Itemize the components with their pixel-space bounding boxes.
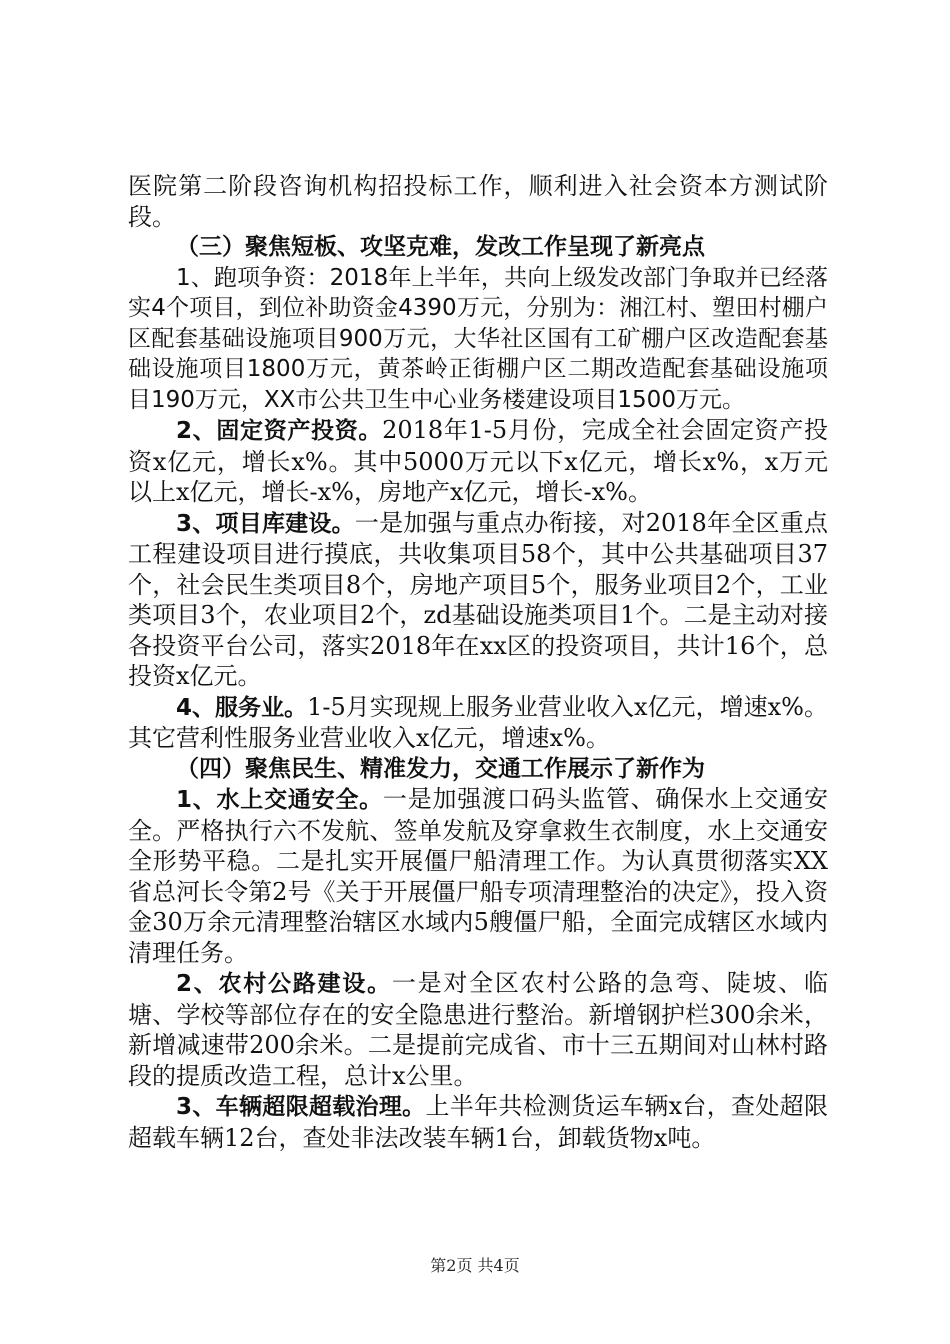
paragraph-lead: 4、服务业。: [176, 694, 308, 721]
document-body: [128, 171, 828, 1153]
paragraph-project-library: [128, 508, 828, 692]
paragraph-services: [128, 692, 828, 754]
paragraph-text: 一是加强与重点办衔接，对2018年全区重点工程建设项目进行摸底，共收集项目58个，其中公共基础项目37个，社会民生类项目8个，房地产项目5个，服务业项目2个，工业类项目3个，农业项目2个，zd基础设施类项目1个。二是主动对接各投资平台公司，落实2018年在xx区的投资项目，共计16个，总投资x亿元。: [128, 508, 828, 690]
paragraph-text: 上半年共检测货运车辆x台，查处超限超载车辆12台，查处非法改装车辆1台，卸载货物x吨。: [128, 1092, 828, 1152]
paragraph-lead: 2、固定资产投资。: [176, 418, 383, 444]
paragraph-fixed-assets: [128, 415, 828, 508]
page-footer: 第2页 共4页: [430, 1256, 520, 1275]
paragraph-text: 2018年1-5月份，完成全社会固定资产投资x亿元，增长x%。其中5000万元以下x亿元，增长x%，x万元以上x亿元，增长-x%，房地产x亿元，增长-x%。: [128, 416, 828, 506]
paragraph-rural-roads: [128, 968, 828, 1091]
section-heading-4: （四）聚焦民生、精准发力，交通工作展示了新作为: [176, 755, 705, 782]
paragraph-continuation: 医院第二阶段咨询机构招投标工作，顺利进入社会资本方测试阶段。: [128, 172, 828, 231]
paragraph-lead: 3、项目库建设。: [176, 510, 355, 537]
paragraph-text: 一是对全区农村公路的急弯、陡坡、临塘、学校等部位存在的安全隐患进行整治。新增钢护栏300余米，新增减速带200余米。二是提前完成省、市十三五期间对山林村路段的提质改造工程，总计x公里。: [128, 969, 828, 1090]
paragraph-lead: 1、水上交通安全。: [176, 787, 383, 813]
paragraph-text: 一是加强渡口码头监管、确保水上交通安全。严格执行六不发航、签单发航及穿拿救生衣制度，水上交通安全形势平稳。二是扎实开展僵尸船清理工作。为认真贯彻落实XX省总河长令第2号《关于开展僵尸船专项清理整治的决定》，投入资金30万余元清理整治辖区水域内5艘僵尸船，全面完成辖区水域内清理任务。: [128, 785, 828, 967]
paragraph-text: 1-5月实现规上服务业营业收入x亿元，增速x%。其它营利性服务业营业收入x亿元，增速x%。: [128, 692, 828, 752]
paragraph-overload: [128, 1091, 828, 1153]
paragraph-lead: 3、车辆超限超载治理。: [176, 1094, 426, 1120]
paragraph-lead: 2、农村公路建设。: [176, 971, 392, 997]
section-heading-3: （三）聚焦短板、攻坚克难，发改工作呈现了新亮点: [176, 234, 705, 260]
paragraph-funding: 1、跑项争资：2018年上半年，共向上级发改部门争取并已经落实4个项目，到位补助资金4390万元，分别为：湘江村、塑田村棚户区配套基础设施项目900万元，大华社区国有工矿棚户区改造配套基础设施项目1800万元，黄茶岭正街棚户区二期改造配套基础设施项目190万元，XX市公共卫生中心业务楼建设项目1500万元。: [128, 264, 828, 413]
paragraph-water-safety: [128, 784, 828, 968]
